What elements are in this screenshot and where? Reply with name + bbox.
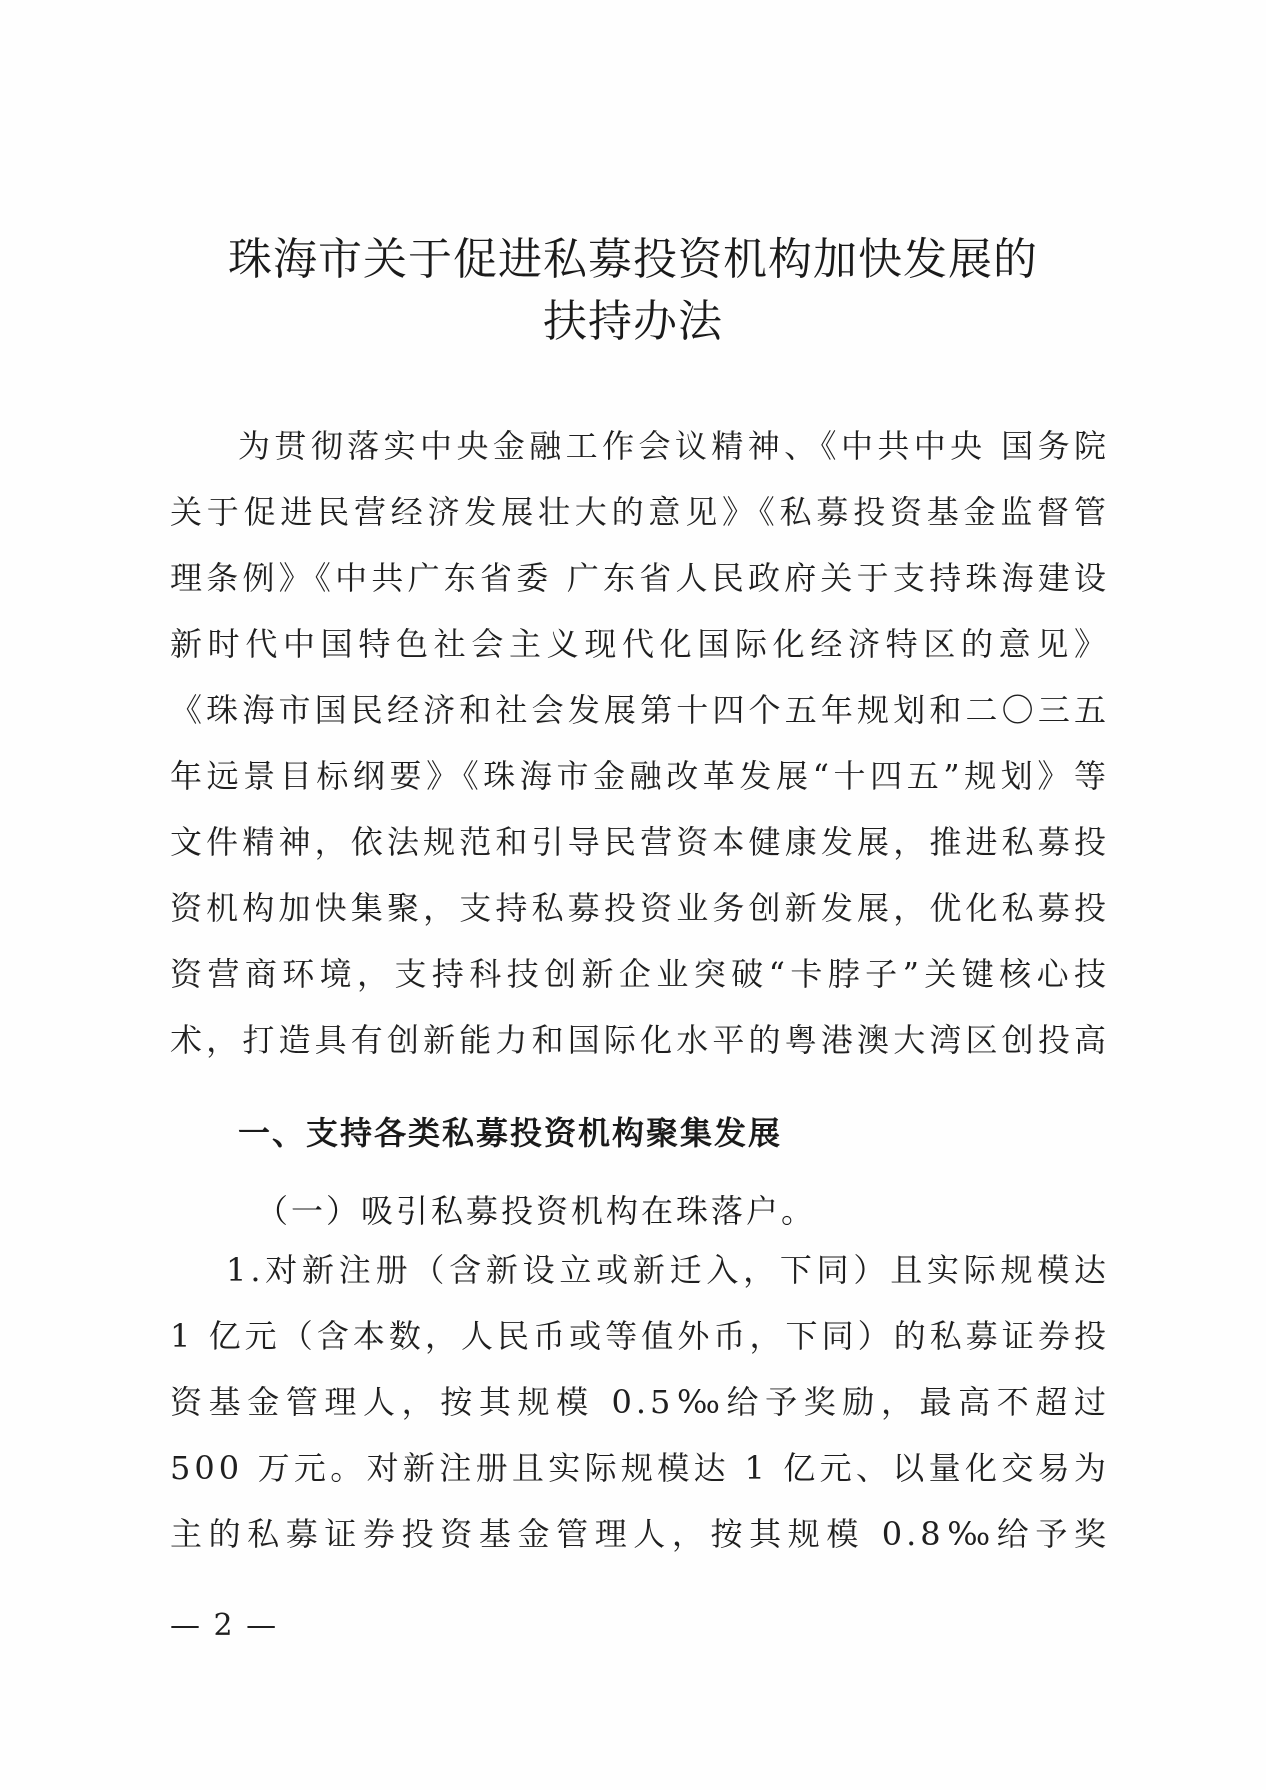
section-heading: 一、支持各类私募投资机构聚集发展 (238, 1114, 783, 1152)
document-title-line-2: 扶持办法 (543, 296, 723, 347)
page-number: — 2 — (170, 1608, 279, 1643)
subsection-heading: （一）吸引私募投资机构在珠落户。 (256, 1192, 817, 1230)
document-title-line-1: 珠海市关于促进私募投资机构加快发展的 (228, 234, 1038, 285)
item-paragraph: 1.对新注册（含新设立或新迁入，下同）且实际规模达 1 亿元（含本数，人民币或等值外币，下同）的私募证券投资基金管理人，按其规模 0.5‰给予奖励，最高不超过 500 万元。对新注册且实际规模达 1 亿元、以量化交易为主的私募证券投资基金管理人，按其规模 0.8‰给予奖 (170, 1251, 1110, 1553)
intro-paragraph: 为贯彻落实中央金融工作会议精神、《中共中央 国务院关于促进民营经济发展壮大的意见》《私募投资基金监督管理条例》《中共广东省委 广东省人民政府关于支持珠海建设新时代中国特色社会主义现代化国际化经济特区的意见》《珠海市国民经济和社会发展第十四个五年规划和二〇三五年远景目标纲要》《珠海市金融改革发展“十四五”规划》等文件精神，依法规范和引导民营资本健康发展，推进私募投资机构加快集聚，支持私募投资业务创新发展，优化私募投资营商环境，支持科技创新企业突破“卡脖子”关键核心技术，打造具有创新能力和国际化水平的粤港澳大湾区创投高 (170, 427, 1110, 1059)
